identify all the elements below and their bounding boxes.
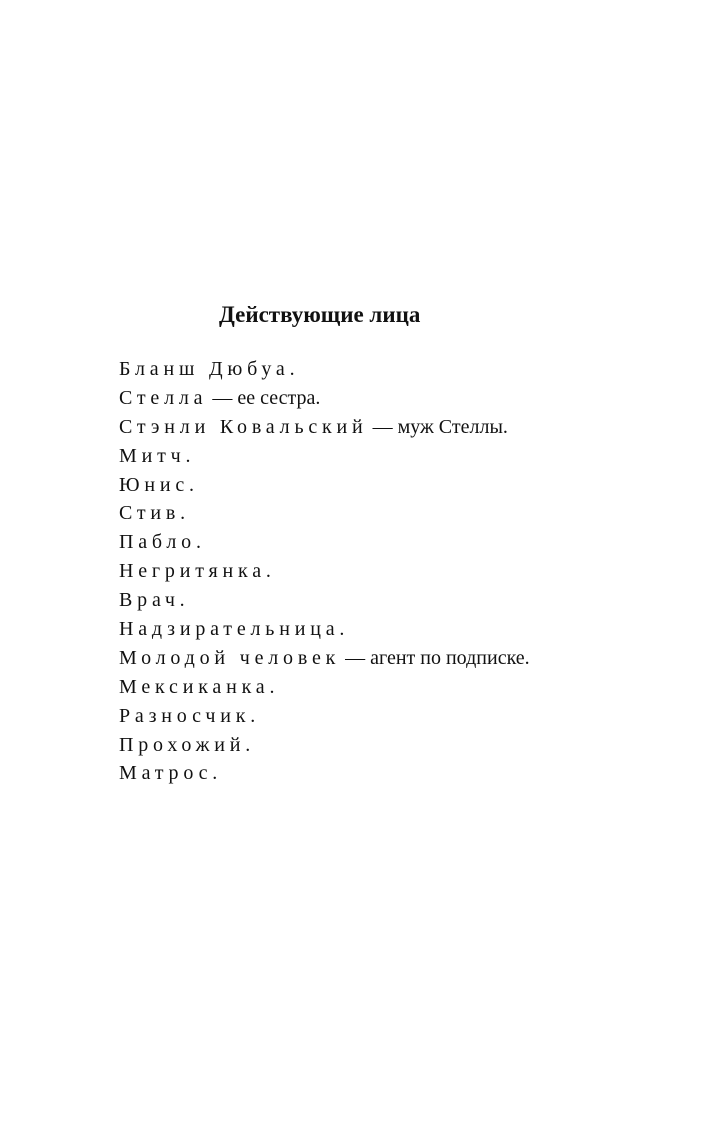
character-name: Юнис. — [119, 473, 199, 496]
page-title: Действующие лица — [219, 302, 421, 327]
character-name: Пабло. — [119, 531, 206, 554]
character-name: Стив. — [119, 502, 190, 525]
character-name: Негритянка. — [119, 560, 276, 583]
list-item — [119, 644, 530, 673]
list-item — [119, 528, 530, 557]
character-name: Надзирательница. — [119, 618, 350, 641]
character-name: Стелла — [119, 386, 208, 409]
character-name: Разносчик. — [119, 704, 261, 727]
list-item — [119, 615, 530, 644]
list-item — [119, 586, 530, 615]
character-name: Митч. — [119, 444, 196, 467]
character-name: Молодой человек — [119, 646, 341, 669]
list-item — [119, 759, 530, 788]
character-name: Врач. — [119, 589, 190, 612]
character-name: Прохожий. — [119, 733, 256, 756]
character-description: — муж Стеллы. — [367, 415, 508, 438]
character-description: — ее сестра. — [207, 386, 321, 409]
list-item — [119, 557, 530, 586]
list-item — [119, 355, 530, 384]
list-item — [119, 499, 530, 528]
list-item — [119, 731, 530, 760]
character-name: Матрос. — [119, 762, 223, 785]
character-name: Бланш Дюбуа. — [119, 358, 300, 380]
list-item — [119, 384, 530, 413]
list-item — [119, 702, 530, 731]
character-description: — агент по подписке. — [340, 646, 530, 669]
character-name: Стэнли Ковальский — [119, 415, 368, 438]
character-name: Мексиканка. — [119, 675, 280, 698]
list-item — [119, 673, 530, 702]
list-item — [119, 413, 530, 442]
list-item — [119, 442, 530, 471]
list-item — [119, 471, 530, 500]
cast-list — [119, 355, 530, 788]
